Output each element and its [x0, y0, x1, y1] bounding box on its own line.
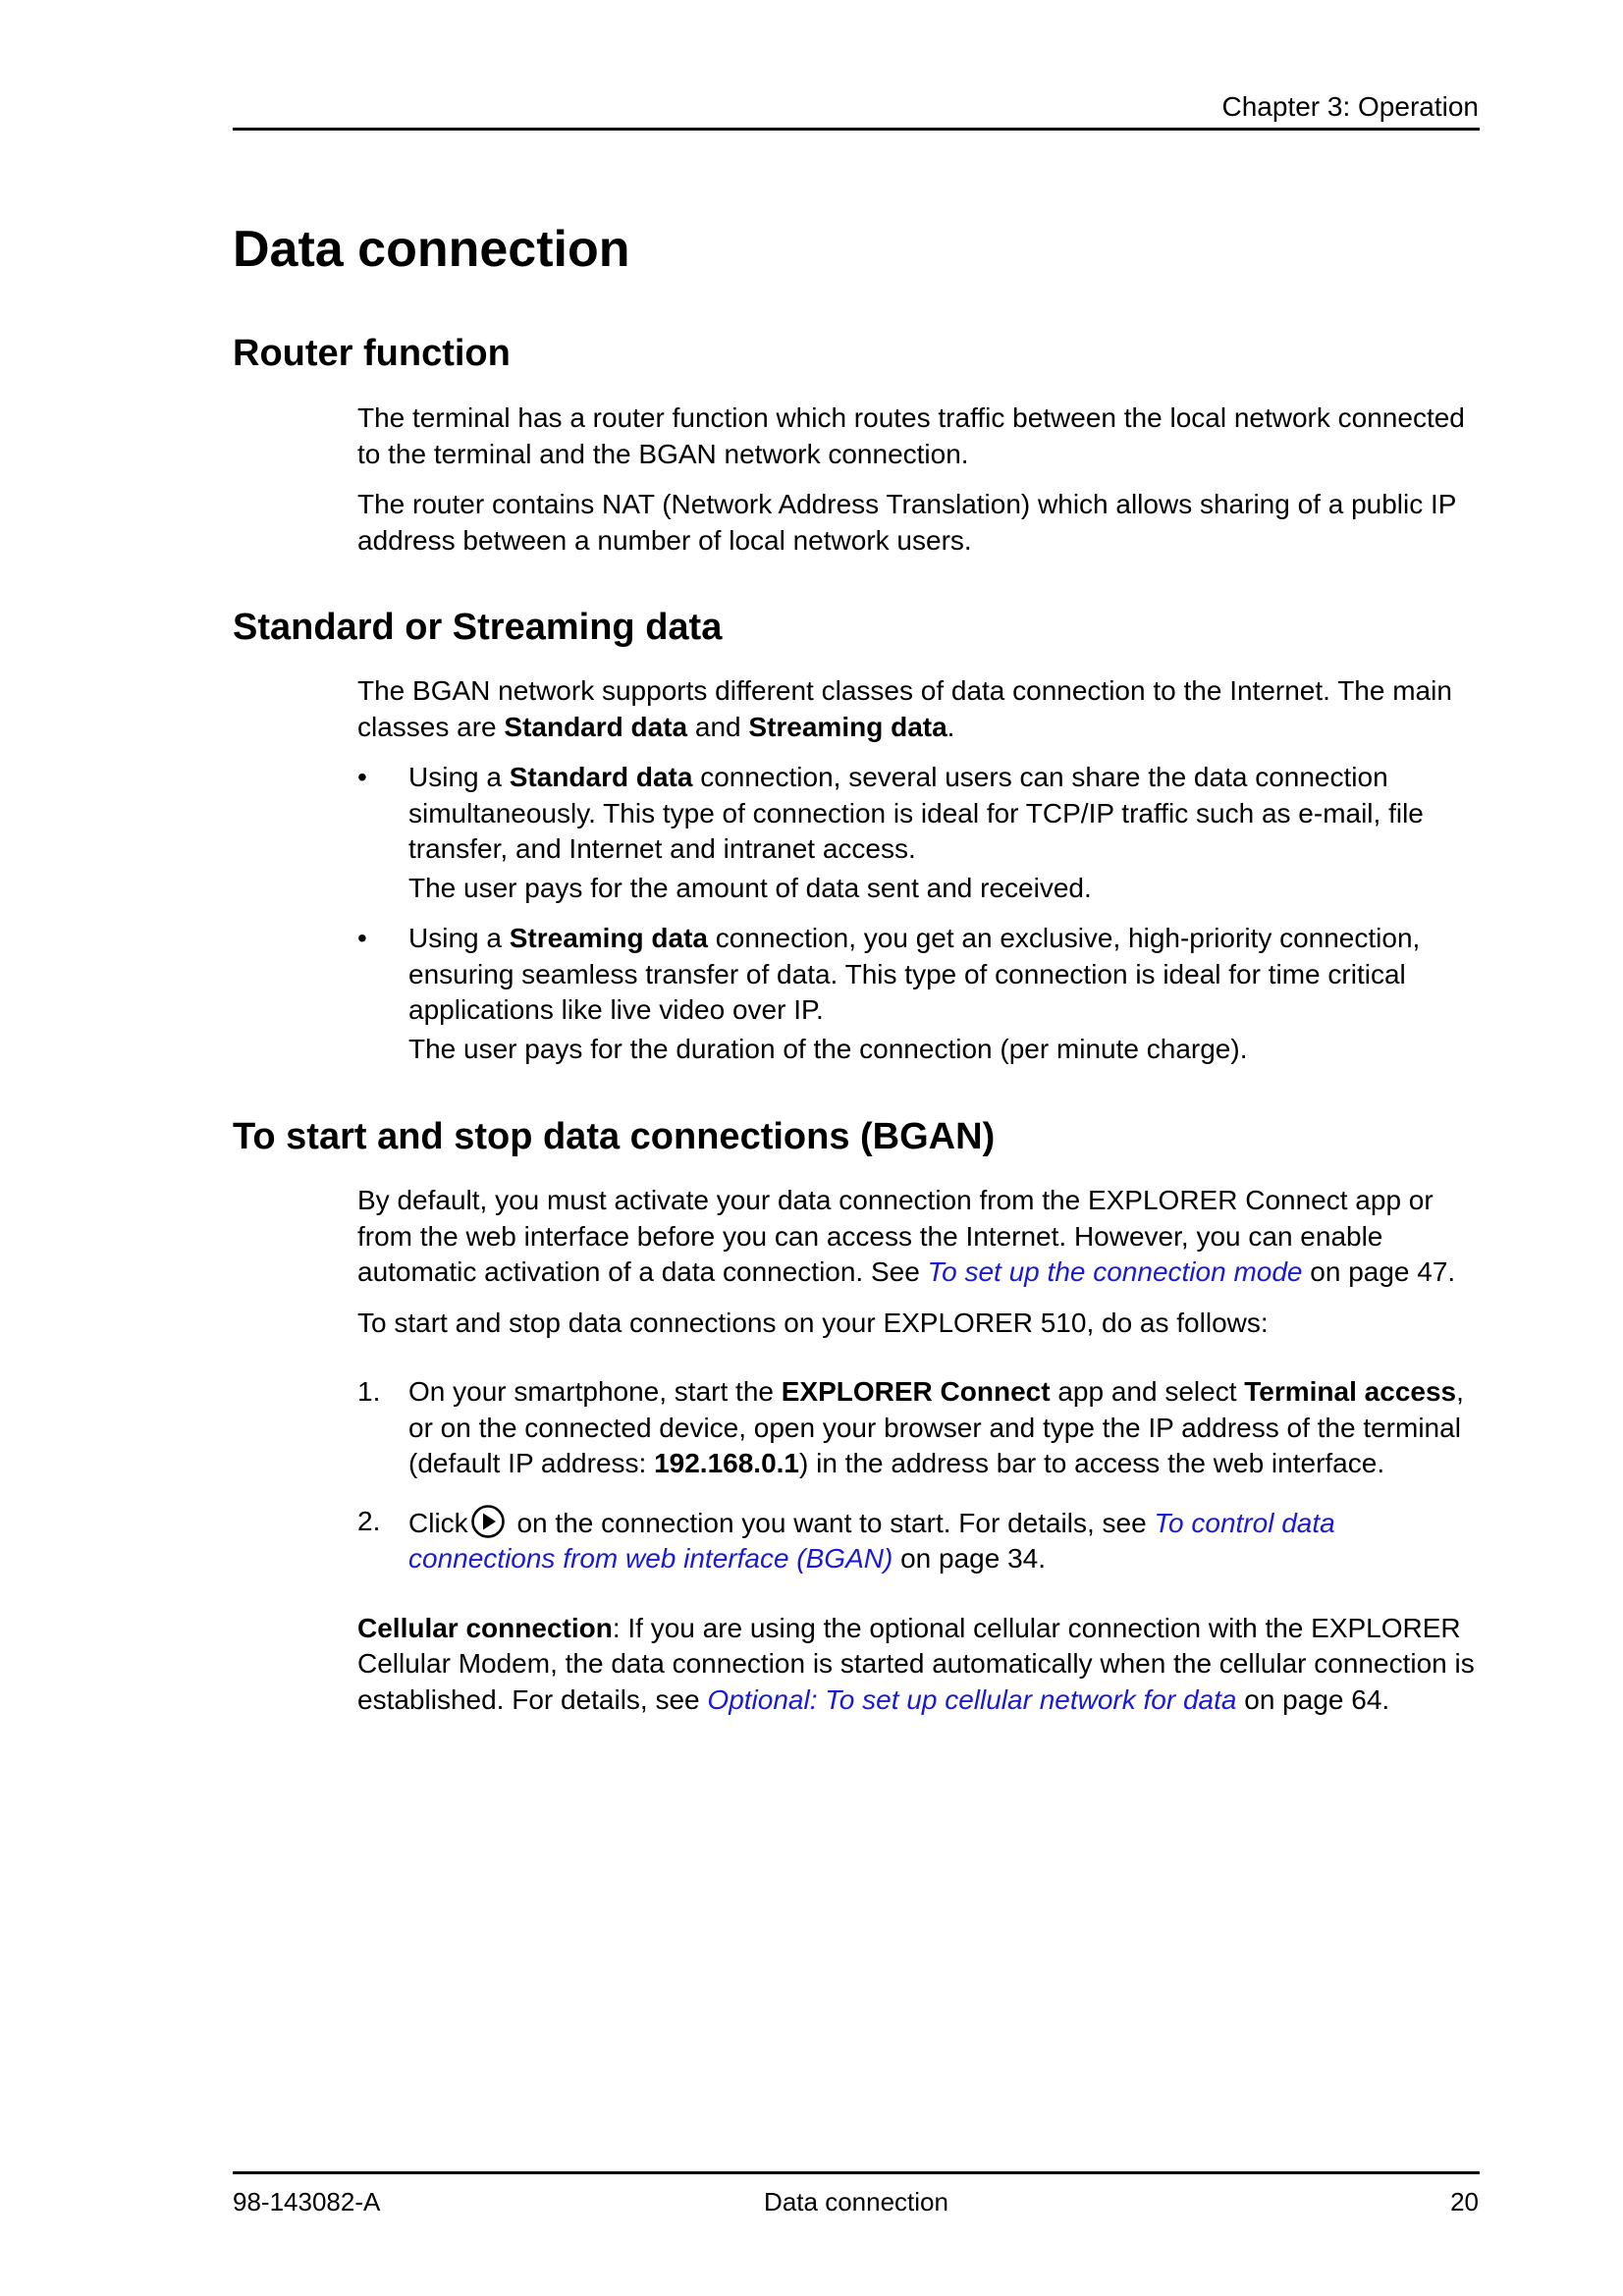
steps-list: [357, 1374, 1487, 1577]
chapter-header: Chapter 3: Operation: [1221, 91, 1479, 122]
step-number: 2.: [357, 1505, 381, 1536]
list-item-streaming: • Using a Streaming data connection, you get an exclusive, high-priority connection, ensuring seamless transfer of data. This type of connection is ideal for time critical applications like live video over IP. The user pays for the duration of the connection (per minute charge).: [357, 921, 1487, 1067]
router-paragraph-2: The router contains NAT (Network Address Translation) which allows sharing of a public IP address between a number of local network users.: [357, 489, 1456, 556]
step-2: 2. Click on the connection you want to start. For details, see To control data connections from web interface (BGAN) on page 34.: [357, 1505, 1335, 1574]
footer-page-number: 20: [1450, 2187, 1479, 2216]
step-number: 1.: [357, 1376, 381, 1407]
term-standard-data: Standard data: [504, 711, 688, 742]
link-control-data-connections[interactable]: To control data connections from web interface (BGAN): [408, 1507, 1335, 1574]
link-cellular-network[interactable]: Optional: To set up cellular network for data: [707, 1683, 1237, 1715]
page-title: Data connection: [233, 221, 630, 278]
footer-document-id: 98-143082-A: [233, 2187, 381, 2216]
step-1: 1. On your smartphone, start the EXPLORER Connect app and select Terminal access, or on the connected device, open your browser and type the IP address of the terminal (default IP address: 192.168.0.1) in the address bar to access the web interface.: [357, 1376, 1464, 1478]
standard-intro: The BGAN network supports different classes of data connection to the Internet. The main classes are Standard data and Streaming data.: [357, 675, 1452, 742]
router-section-body: [357, 400, 1487, 573]
link-connection-mode[interactable]: To set up the connection mode: [927, 1256, 1303, 1287]
heading-start-stop: To start and stop data connections (BGAN): [233, 1116, 996, 1157]
data-class-list: [357, 760, 1487, 1067]
router-paragraph-1: The terminal has a router function which routes traffic between the local network connected to the terminal and the BGAN network connection.: [357, 402, 1465, 469]
play-circle-icon: [470, 1504, 508, 1539]
term-streaming-data: Streaming data: [748, 711, 947, 742]
streaming-billing-note: The user pays for the duration of the connection (per minute charge).: [408, 1033, 1248, 1064]
start-stop-paragraph-2: To start and stop data connections on your EXPLORER 510, do as follows:: [357, 1307, 1269, 1338]
start-stop-section-body: [357, 1183, 1487, 1733]
start-stop-paragraph-1: By default, you must activate your data connection from the EXPLORER Connect app or from the web interface before you can access the Internet. However, you can enable automatic activation of a data connection. See To set up the connection mode on page 47.: [357, 1185, 1456, 1287]
bullet-icon: •: [357, 762, 367, 792]
heading-standard-streaming: Standard or Streaming data: [233, 607, 723, 648]
heading-router-function: Router function: [233, 333, 511, 374]
list-item-standard: • Using a Standard data connection, several users can share the data connection simultaneously. This type of connection is ideal for TCP/IP traffic such as e-mail, file transfer, and Internet and intranet access. The user pays for the amount of data sent and received.: [357, 760, 1487, 906]
cellular-connection-paragraph: Cellular connection: If you are using the optional cellular connection with the EXPLORER Cellular Modem, the data connection is started automatically when the cellular connection is established. For details, see Optional: To set up cellular network for data on page 64.: [357, 1612, 1475, 1715]
header-rule: [233, 128, 1480, 131]
footer-section-title: Data connection: [764, 2187, 948, 2216]
standard-billing-note: The user pays for the amount of data sent and received.: [408, 872, 1092, 903]
bullet-icon: •: [357, 923, 367, 953]
standard-section-body: [357, 673, 1487, 1082]
term-cellular-connection: Cellular connection: [357, 1612, 613, 1643]
footer-rule: [233, 2171, 1480, 2174]
